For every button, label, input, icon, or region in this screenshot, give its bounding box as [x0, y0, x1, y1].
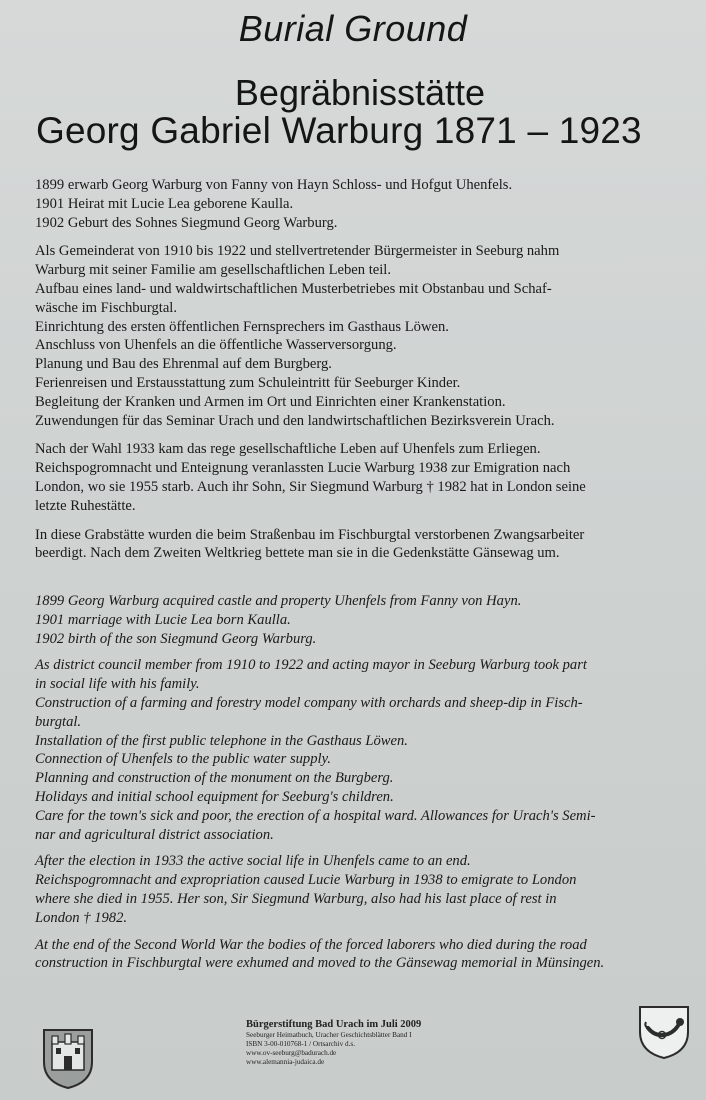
- town-coat-of-arms-icon: [40, 1028, 96, 1090]
- english-paragraph: [35, 936, 675, 974]
- german-paragraph: [35, 176, 675, 232]
- text-line: Begleitung der Kranken und Armen im Ort und Einrichten einer Krankenstation.: [35, 393, 506, 410]
- english-paragraph: [35, 852, 675, 927]
- text-line: 1899 Georg Warburg acquired castle and property Uhenfels from Fanny von Hayn.: [35, 593, 522, 609]
- footer-credits: [246, 1018, 546, 1067]
- text-line: After the election in 1933 the active social life in Uhenfels came to an end.: [35, 853, 471, 870]
- footer-link: www.alemannia-judaica.de: [246, 1058, 325, 1066]
- text-line: burgtal.: [35, 713, 82, 730]
- text-line: In diese Grabstätte wurden die beim Straßenbau im Fischburgtal verstorbenen Zwangsarbeiter: [35, 526, 585, 543]
- footer-link: www.ov-seeburg@badurach.de: [246, 1049, 337, 1057]
- text-line: Nach der Wahl 1933 kam das rege gesellschaftliche Leben auf Uhenfels zum Erliegen.: [35, 441, 541, 458]
- english-text: [35, 592, 675, 981]
- german-paragraph: [35, 526, 675, 564]
- text-line: 1902 birth of the son Siegmund Georg Warburg.: [35, 630, 317, 647]
- text-line: Holidays and initial school equipment for Seeburg's children.: [35, 788, 394, 805]
- text-line: Connection of Uhenfels to the public water supply.: [35, 751, 331, 768]
- text-line: in social life with his family.: [35, 676, 200, 693]
- text-line: Einrichtung des ersten öffentlichen Fernsprechers im Gasthaus Löwen.: [35, 318, 449, 335]
- footer-organization: Bürgerstiftung Bad Urach im Juli 2009: [246, 1019, 422, 1030]
- title-german: Begräbnisstätte: [234, 72, 486, 113]
- footer-source: Seeburger Heimatbuch, Uracher Geschichtsblätter Band I: [246, 1031, 412, 1039]
- text-line: construction in Fischburgtal were exhumed and moved to the Gänsewag memorial in Münsingen.: [35, 955, 605, 972]
- text-line: As district council member from 1910 to 1922 and acting mayor in Seeburg Warburg took part: [35, 657, 587, 674]
- text-line: Care for the town's sick and poor, the erection of a hospital ward. Allowances for Urach's Semi-: [35, 807, 596, 824]
- text-line: Reichspogromnacht und Enteignung veranlassten Lucie Warburg 1938 zur Emigration nach: [35, 460, 571, 477]
- text-line: Installation of the first public telephone in the Gasthaus Löwen.: [35, 732, 408, 749]
- text-line: London † 1982.: [35, 909, 128, 926]
- text-line: where she died in 1955. Her son, Sir Siegmund Warburg, also had his last place of rest in: [35, 890, 557, 907]
- german-text: [35, 176, 675, 573]
- text-line: wäsche im Fischburgtal.: [35, 299, 177, 316]
- english-paragraph: [35, 592, 675, 648]
- title-name-dates: Georg Gabriel Warburg 1871 – 1923: [36, 110, 642, 151]
- text-line: London, wo sie 1955 starb. Auch ihr Sohn, Sir Siegmund Warburg † 1982 hat in London seine: [35, 478, 586, 495]
- english-paragraph: [35, 656, 675, 844]
- footer-isbn: ISBN 3-00-010768-1 / Ortsarchiv d.s.: [246, 1040, 355, 1048]
- title-english: Burial Ground: [238, 8, 468, 49]
- text-line: Planning and construction of the monument on the Burgberg.: [35, 770, 394, 787]
- text-line: Anschluss von Uhenfels an die öffentliche Wasserversorgung.: [35, 337, 397, 354]
- text-line: letzte Ruhestätte.: [35, 497, 136, 514]
- text-line: Zuwendungen für das Seminar Urach und den landwirtschaftlichen Bezirksverein Urach.: [35, 412, 555, 429]
- text-line: beerdigt. Nach dem Zweiten Weltkrieg bettete man sie in die Gedenkstätte Gänsewag um.: [35, 545, 560, 562]
- text-line: 1902 Geburt des Sohnes Siegmund Georg Warburg.: [35, 214, 338, 231]
- text-line: At the end of the Second World War the bodies of the forced laborers who died during the road: [35, 936, 587, 953]
- text-line: Planung und Bau des Ehrenmal auf dem Burgberg.: [35, 356, 332, 373]
- text-line: Warburg mit seiner Familie am gesellschaftlichen Leben teil.: [35, 262, 391, 279]
- text-line: Reichspogromnacht and expropriation caused Lucie Warburg in 1938 to emigrate to London: [35, 872, 577, 889]
- text-line: nar and agricultural district association.: [35, 826, 274, 843]
- german-paragraph: [35, 440, 675, 515]
- text-line: Construction of a farming and forestry model company with orchards and sheep-dip in Fisch-: [35, 694, 583, 711]
- horn-coat-of-arms-icon: [636, 1004, 692, 1060]
- german-paragraph: [35, 242, 675, 430]
- text-line: 1899 erwarb Georg Warburg von Fanny von Hayn Schloss- und Hofgut Uhenfels.: [35, 177, 513, 193]
- text-line: 1901 Heirat mit Lucie Lea geborene Kaulla.: [35, 195, 294, 212]
- text-line: Als Gemeinderat von 1910 bis 1922 und stellvertretender Bürgermeister in Seeburg nahm: [35, 243, 560, 260]
- text-line: Ferienreisen und Erstausstattung zum Schuleintritt für Seeburger Kinder.: [35, 374, 461, 391]
- text-line: 1901 marriage with Lucie Lea born Kaulla.: [35, 611, 291, 628]
- text-line: Aufbau eines land- und waldwirtschaftlichen Musterbetriebes mit Obstanbau und Schaf-: [35, 280, 552, 297]
